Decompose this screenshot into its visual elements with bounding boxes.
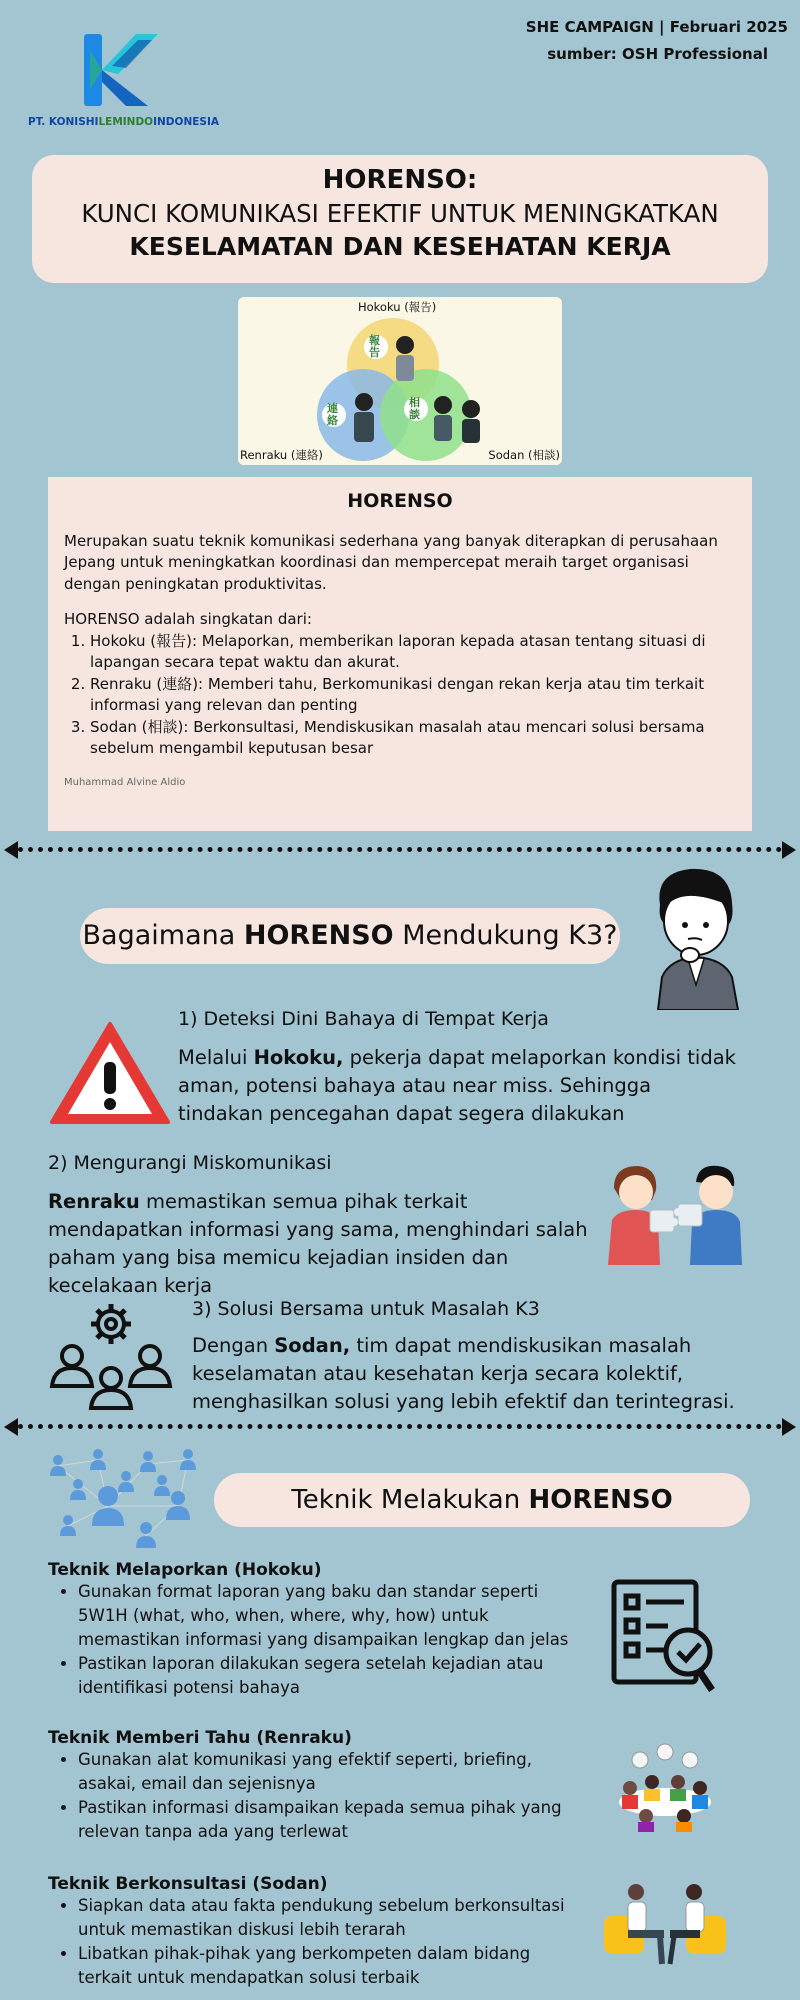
network-people-icon	[38, 1446, 206, 1552]
list-item: • Pastikan laporan dilakukan segera setelah kejadian atau identifikasi potensi bahaya	[78, 1652, 588, 1700]
support-heading: Bagaimana HORENSO Mendukung K3?	[80, 908, 620, 964]
company-logo	[28, 30, 220, 130]
list-item: • Gunakan format laporan yang baku dan standar seperti 5W1H (what, who, when, where, why, how) untuk memastikan informasi yang disampaikan lengkap dan jelas	[78, 1580, 588, 1652]
technique-title-sodan: Teknik Berkonsultasi (Sodan)	[48, 1874, 328, 1894]
technique-title-renraku: Teknik Memberi Tahu (Renraku)	[48, 1728, 352, 1748]
intro-card	[48, 477, 752, 831]
source-label: sumber: OSH Professional	[547, 45, 768, 63]
team-gear-icon	[48, 1300, 174, 1412]
intro-list	[66, 631, 736, 760]
point-2-text: Renraku memastikan semua pihak terkait mendapatkan informasi yang sama, menghindari salah paham yang bisa memicu kejadian insiden dan kecelakaan kerja	[48, 1190, 588, 1297]
venn-hokoku-label: Hokoku (報告)	[358, 300, 437, 314]
list-item: • Libatkan pihak-pihak yang berkompeten dalam bidang terkait untuk mendapatkan solusi terbaik	[78, 1942, 588, 1990]
venn-kanji-3: 相 談	[409, 396, 420, 421]
logo-text-2: LEMINDO	[98, 116, 154, 128]
checklist-magnifier-icon	[608, 1576, 720, 1696]
title-banner	[32, 155, 768, 283]
thinking-person-icon	[640, 865, 750, 1010]
technique-list-sodan	[48, 1894, 588, 1990]
list-item: • Siapkan data atau fakta pendukung sebelum berkonsultasi untuk memastikan diskusi lebih terarah	[78, 1894, 588, 1942]
list-item: 1. Hokoku (報告): Melaporkan, memberikan laporan kepada atasan tentang situasi di lapangan secara tepat waktu dan akurat.	[90, 631, 736, 674]
venn-renraku-label: Renraku (連絡)	[240, 448, 323, 462]
title-line-3: KESELAMATAN DAN KESEHATAN KERJA	[129, 232, 671, 261]
technique-section-renraku	[48, 1728, 588, 1844]
point-3-title: 3) Solusi Bersama untuk Masalah K3	[192, 1298, 540, 1320]
title-line-1: HORENSO:	[322, 165, 478, 195]
technique-section-hokoku	[48, 1560, 588, 1700]
point-2-title: 2) Mengurangi Miskomunikasi	[48, 1152, 332, 1174]
logo-text-3: INDONESIA	[153, 116, 220, 128]
meeting-table-icon	[610, 1740, 720, 1832]
list-item: 2. Renraku (連絡): Memberi tahu, Berkomunikasi dengan rekan kerja atau tim terkait informasi yang relevan dan penting	[90, 674, 736, 717]
technique-section-sodan	[48, 1874, 588, 1990]
author-label: Muhammad Alvine Aldio	[64, 776, 186, 788]
consultation-people-icon	[600, 1876, 730, 1968]
warning-sign-icon	[48, 1020, 172, 1126]
venn-sodan-label: Sodan (相談)	[488, 448, 560, 462]
horenso-venn-diagram	[238, 297, 562, 465]
intro-heading: HORENSO	[347, 490, 453, 512]
puzzle-people-icon	[600, 1160, 750, 1265]
venn-kanji-2: 連 絡	[327, 402, 338, 427]
technique-heading: Teknik Melakukan HORENSO	[214, 1473, 750, 1527]
venn-circles-icon	[238, 297, 562, 465]
intro-paragraph: Merupakan suatu teknik komunikasi sederhana yang banyak diterapkan di perusahaan Jepang untuk meningkatkan koordinasi dan mempercepat meraih target organisasi dengan peningkatan produktivitas.	[64, 531, 718, 593]
point-1-title: 1) Deteksi Dini Bahaya di Tempat Kerja	[178, 1008, 549, 1030]
point-1-text: Melalui Hokoku, pekerja dapat melaporkan kondisi tidak aman, potensi bahaya atau near miss. Sehingga tindakan pencegahan dapat segera dilakukan	[178, 1046, 736, 1125]
list-item: • Gunakan alat komunikasi yang efektif seperti, briefing, asakai, email dan sejenisnya	[78, 1748, 588, 1796]
point-3-text: Dengan Sodan, tim dapat mendiskusikan masalah keselamatan atau kesehatan kerja secara kolektif, menghasilkan solusi yang lebih efektif dan terintegrasi.	[192, 1334, 735, 1413]
list-item: 3. Sodan (相談): Berkonsultasi, Mendiskusikan masalah atau mencari solusi bersama sebelum mengambil keputusan besar	[90, 717, 736, 760]
logo-text-1: PT. KONISHI	[28, 116, 99, 128]
list-item: • Pastikan informasi disampaikan kepada semua pihak yang relevan tanpa ada yang terlewat	[78, 1796, 588, 1844]
technique-title-hokoku: Teknik Melaporkan (Hokoku)	[48, 1560, 322, 1580]
venn-kanji-1: 報 告	[369, 334, 380, 359]
intro-list-intro: HORENSO adalah singkatan dari:	[64, 610, 312, 628]
title-line-2: KUNCI KOMUNIKASI EFEKTIF UNTUK MENINGKATKAN	[81, 199, 719, 228]
technique-list-renraku	[48, 1748, 588, 1844]
technique-list-hokoku	[48, 1580, 588, 1700]
campaign-label: SHE CAMPAIGN | Februari 2025	[525, 18, 788, 36]
logo-k-icon	[28, 30, 212, 110]
